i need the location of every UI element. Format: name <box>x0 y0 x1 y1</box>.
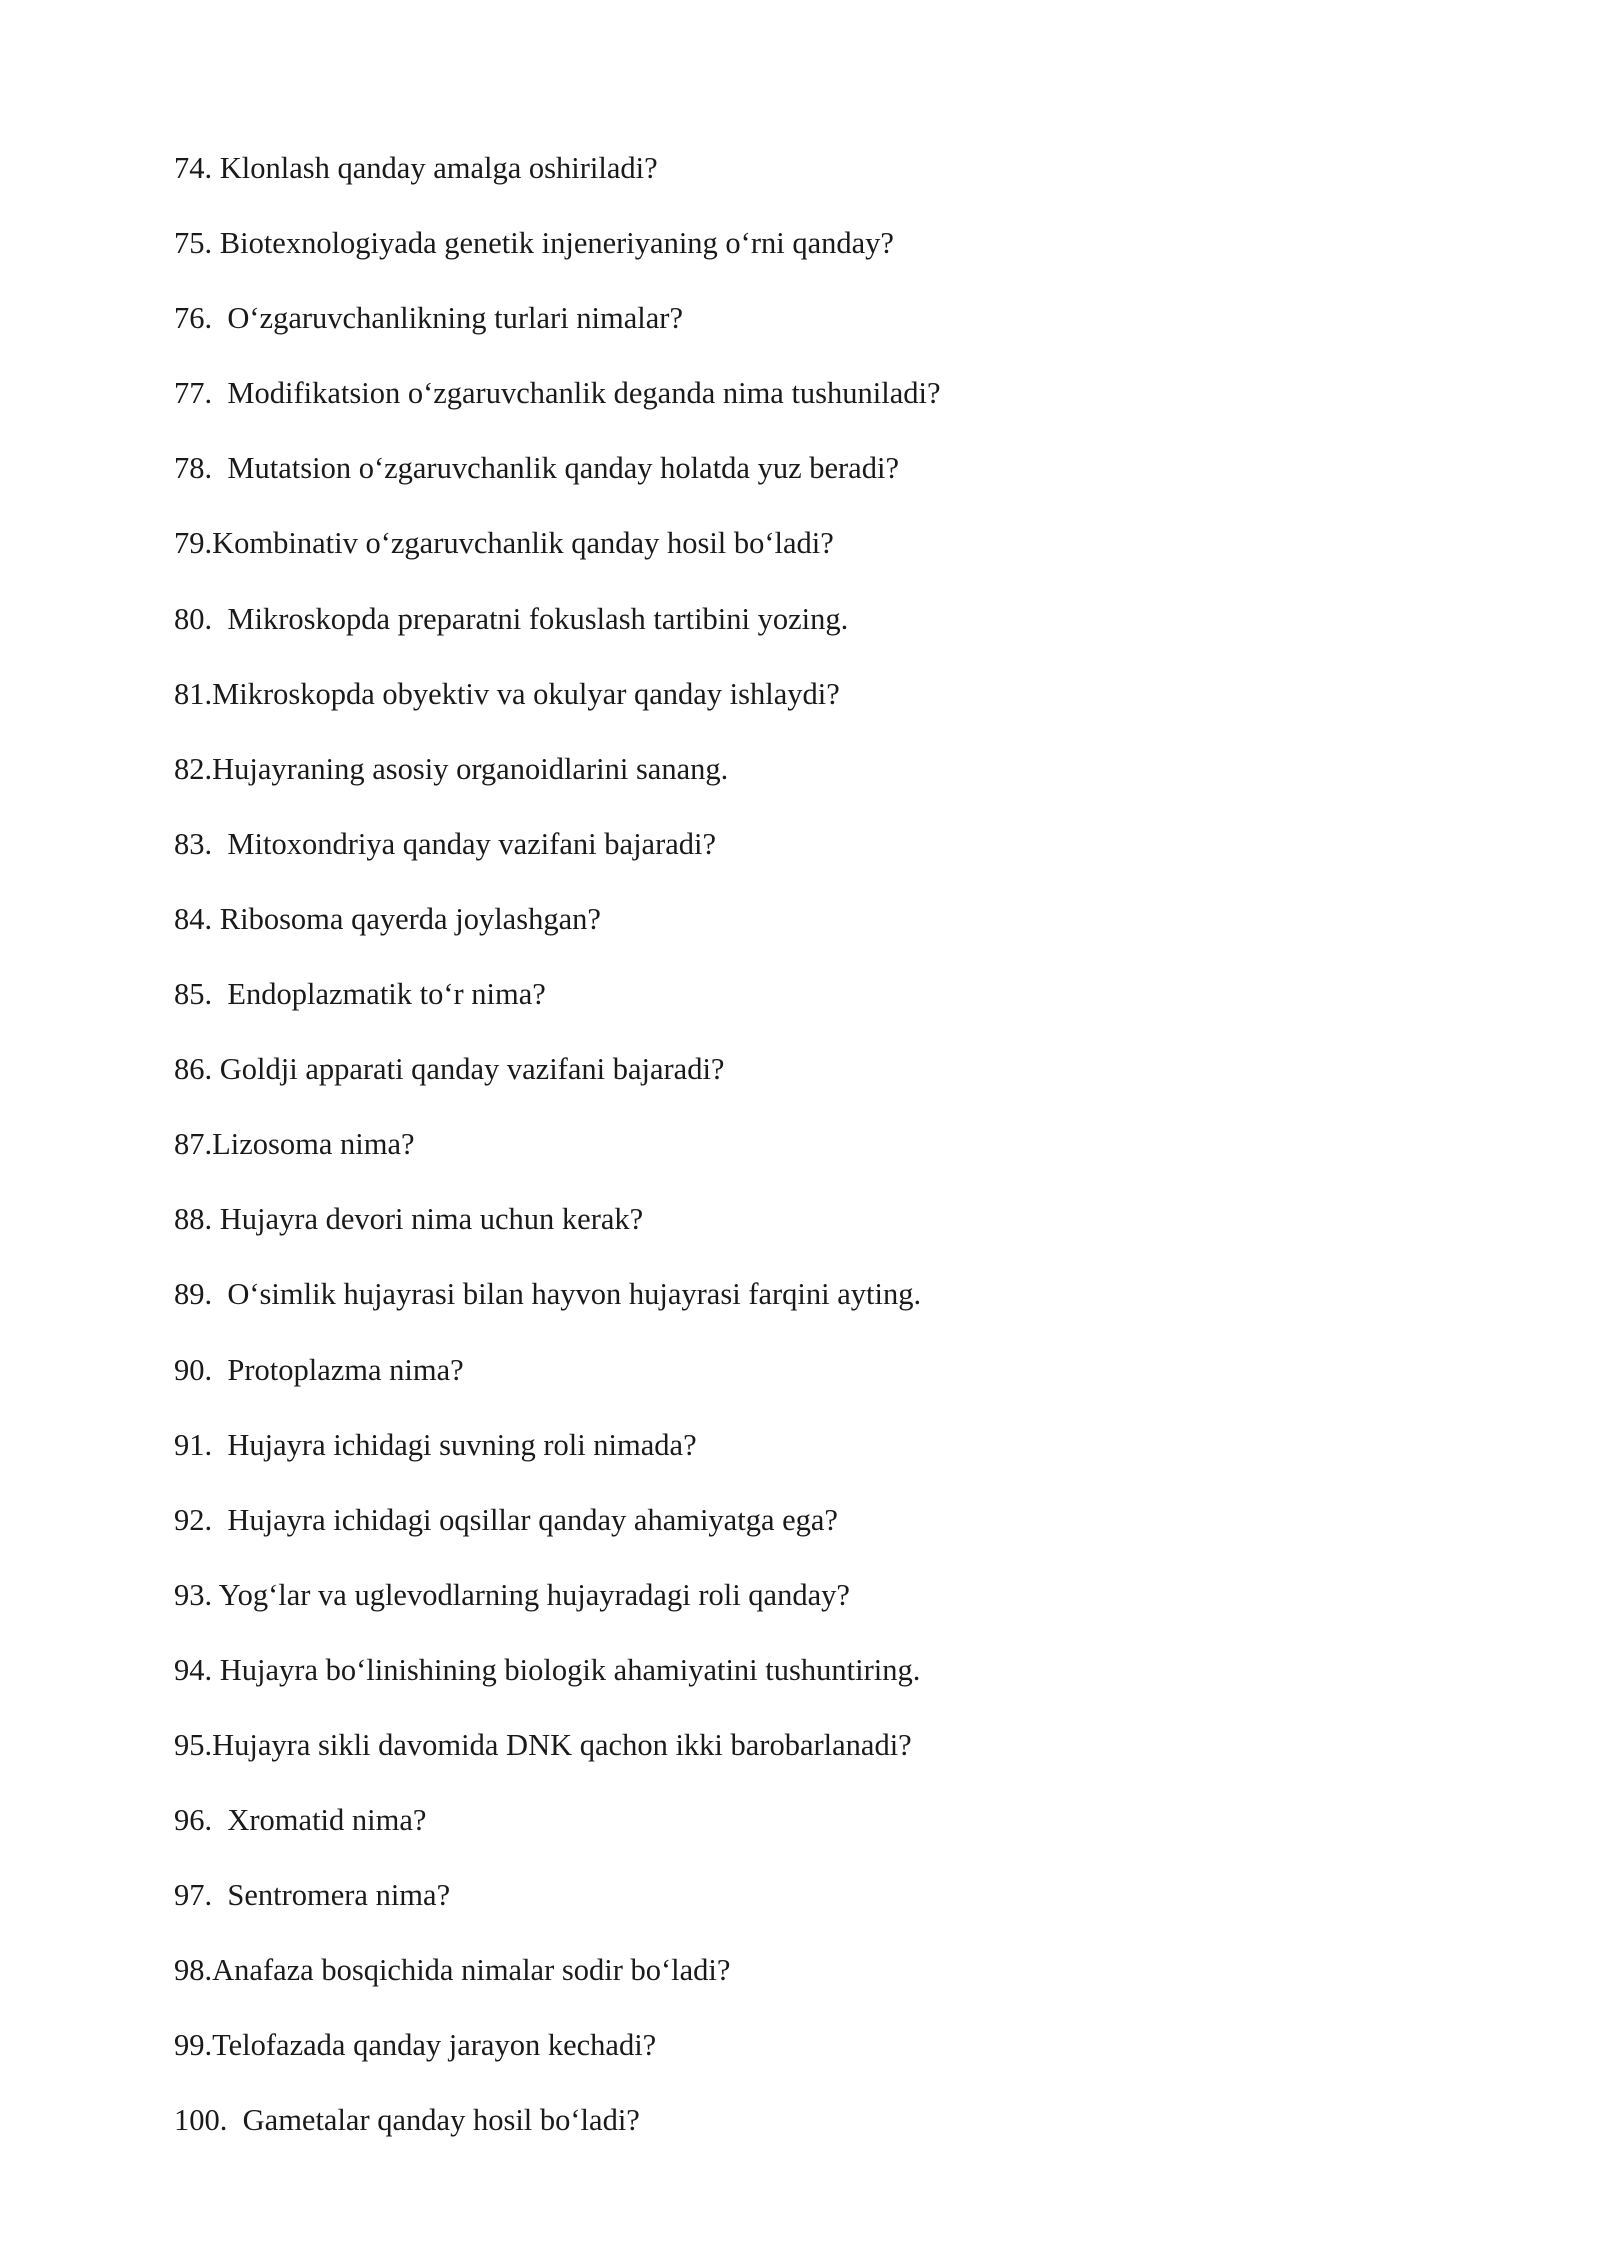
question-item: 87.Lizosoma nima? <box>174 1127 415 1162</box>
question-item: 76. O‘zgaruvchanlikning turlari nimalar? <box>174 301 683 336</box>
question-item: 86. Goldji apparati qanday vazifani bajaradi? <box>174 1052 725 1087</box>
question-item: 84. Ribosoma qayerda joylashgan? <box>174 901 601 936</box>
question-item: 83. Mitoxondriya qanday vazifani bajaradi? <box>174 826 717 861</box>
question-item: 74. Klonlash qanday amalga oshiriladi? <box>174 151 658 185</box>
question-item: 97. Sentromera nima? <box>174 1878 451 1913</box>
question-item: 78. Mutatsion o‘zgaruvchanlik qanday holatda yuz beradi? <box>174 451 899 486</box>
question-item: 80. Mikroskopda preparatni fokuslash tartibini yozing. <box>174 601 849 636</box>
question-item: 100. Gametalar qanday hosil bo‘ladi? <box>174 2103 640 2138</box>
question-item: 98.Anafaza bosqichida nimalar sodir bo‘ladi? <box>174 1953 731 1988</box>
question-item: 77. Modifikatsion o‘zgaruvchanlik deganda nima tushuniladi? <box>174 376 941 411</box>
question-item: 93. Yog‘lar va uglevodlarning hujayradagi roli qanday? <box>174 1577 850 1612</box>
question-item: 75. Biotexnologiyada genetik injeneriyaning o‘rni qanday? <box>174 226 894 261</box>
question-item: 81.Mikroskopda obyektiv va okulyar qanday ishlaydi? <box>174 676 840 711</box>
question-item: 96. Xromatid nima? <box>174 1803 427 1838</box>
question-item: 99.Telofazada qanday jarayon kechadi? <box>174 2028 657 2063</box>
question-item: 92. Hujayra ichidagi oqsillar qanday ahamiyatga ega? <box>174 1502 838 1537</box>
question-item: 88. Hujayra devori nima uchun kerak? <box>174 1202 644 1237</box>
question-item: 91. Hujayra ichidagi suvning roli nimada? <box>174 1427 697 1462</box>
question-list <box>174 146 941 2174</box>
question-item: 85. Endoplazmatik to‘r nima? <box>174 977 546 1012</box>
question-item: 95.Hujayra sikli davomida DNK qachon ikki barobarlanadi? <box>174 1727 912 1762</box>
question-item: 94. Hujayra bo‘linishining biologik ahamiyatini tushuntiring. <box>174 1652 921 1687</box>
question-item: 90. Protoplazma nima? <box>174 1352 464 1387</box>
question-item: 79.Kombinativ o‘zgaruvchanlik qanday hosil bo‘ladi? <box>174 526 834 561</box>
question-item: 89. O‘simlik hujayrasi bilan hayvon hujayrasi farqini ayting. <box>174 1277 922 1312</box>
question-item: 82.Hujayraning asosiy organoidlarini sanang. <box>174 751 729 786</box>
